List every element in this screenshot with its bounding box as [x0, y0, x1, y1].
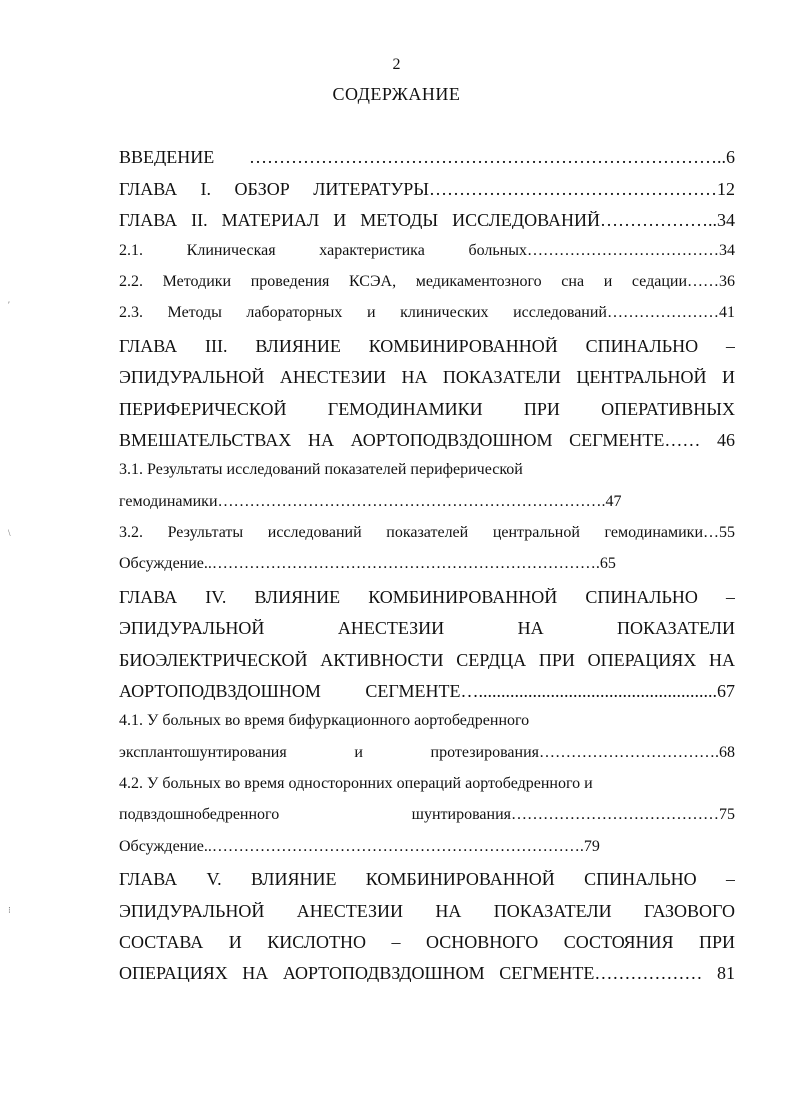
- toc-entry-chapter-5-line-4: ОПЕРАЦИЯХ НА АОРТОПОДВЗДОШНОМ СЕГМЕНТЕ……………… 81: [119, 964, 735, 982]
- toc-entry-chapter-4-line-1: ГЛАВА IV. ВЛИЯНИЕ КОМБИНИРОВАННОЙ СПИНАЛЬНО –: [119, 588, 735, 606]
- scan-speck: \: [8, 528, 11, 538]
- toc-entry-chapter-5-line-1: ГЛАВА V. ВЛИЯНИЕ КОМБИНИРОВАННОЙ СПИНАЛЬНО –: [119, 870, 735, 888]
- toc-entry-section-3-1-line-2: гемодинамики……………………………………………………………….47: [119, 494, 622, 510]
- toc-entry-section-2-2: 2.2. Методики проведения КСЭА, медикаментозного сна и седации……36: [119, 274, 735, 290]
- page-title: СОДЕРЖАНИЕ: [332, 84, 461, 104]
- toc-entry-chapter-5-line-3: СОСТАВА И КИСЛОТНО – ОСНОВНОГО СОСТОЯНИЯ ПРИ: [119, 933, 735, 951]
- toc-entry-chapter-2: ГЛАВА II. МАТЕРИАЛ И МЕТОДЫ ИССЛЕДОВАНИЙ………………..34: [119, 211, 735, 229]
- toc-entry-chapter-5-line-2: ЭПИДУРАЛЬНОЙ АНЕСТЕЗИИ НА ПОКАЗАТЕЛИ ГАЗОВОГО: [119, 902, 735, 920]
- toc-entry-section-4-2-line-1: 4.2. У больных во время односторонних операций аортобедренного и: [119, 776, 593, 792]
- toc-entry-chapter-3-line-3: ПЕРИФЕРИЧЕСКОЙ ГЕМОДИНАМИКИ ПРИ ОПЕРАТИВНЫХ: [119, 400, 735, 418]
- toc-entry-chapter-4-line-4: АОРТОПОДВЗДОШНОМ СЕГМЕНТЕ….....................................................67: [119, 682, 735, 700]
- toc-entry-chapter-3-line-2: ЭПИДУРАЛЬНОЙ АНЕСТЕЗИИ НА ПОКАЗАТЕЛИ ЦЕНТРАЛЬНОЙ И: [119, 368, 735, 386]
- toc-entry-chapter-4-line-3: БИОЭЛЕКТРИЧЕСКОЙ АКТИВНОСТИ СЕРДЦА ПРИ ОПЕРАЦИЯХ НА: [119, 651, 735, 669]
- toc-entry-section-2-1: 2.1. Клиническая характеристика больных………………………………34: [119, 243, 735, 259]
- toc-entry-section-4-2-line-2: подвздошнобедренного шунтирования…………………………………75: [119, 807, 735, 823]
- toc-entry-section-3-1-line-1: 3.1. Результаты исследований показателей периферической: [119, 462, 523, 478]
- toc-entry-section-2-3: 2.3. Методы лабораторных и клинических исследований…………………41: [119, 305, 735, 321]
- scan-speck: ′: [8, 300, 10, 310]
- scan-speck: ⁝: [8, 905, 11, 915]
- toc-entry-discussion-4: Обсуждение..…………………………………………………………….79: [119, 839, 600, 855]
- toc-entry-section-4-1-line-2: эксплантошунтирования и протезирования…………………………….68: [119, 745, 735, 761]
- toc-entry-introduction: ВВЕДЕНИЕ ……………………………………………………………………..6: [119, 148, 735, 166]
- page-number: 2: [392, 56, 401, 73]
- toc-entry-chapter-4-line-2: ЭПИДУРАЛЬНОЙ АНЕСТЕЗИИ НА ПОКАЗАТЕЛИ: [119, 619, 735, 637]
- toc-entry-chapter-1: ГЛАВА I. ОБЗОР ЛИТЕРАТУРЫ…………………………………………12: [119, 180, 735, 198]
- toc-entry-chapter-3-line-4: ВМЕШАТЕЛЬСТВАХ НА АОРТОПОДВЗДОШНОМ СЕГМЕНТЕ…… 46: [119, 431, 735, 449]
- toc-entry-discussion-3: Обсуждение..……………………………………………………………….65: [119, 556, 616, 572]
- toc-entry-chapter-3-line-1: ГЛАВА III. ВЛИЯНИЕ КОМБИНИРОВАННОЙ СПИНАЛЬНО –: [119, 337, 735, 355]
- toc-entry-section-4-1-line-1: 4.1. У больных во время бифуркационного аортобедренного: [119, 713, 530, 729]
- toc-entry-section-3-2: 3.2. Результаты исследований показателей центральной гемодинамики…55: [119, 525, 735, 541]
